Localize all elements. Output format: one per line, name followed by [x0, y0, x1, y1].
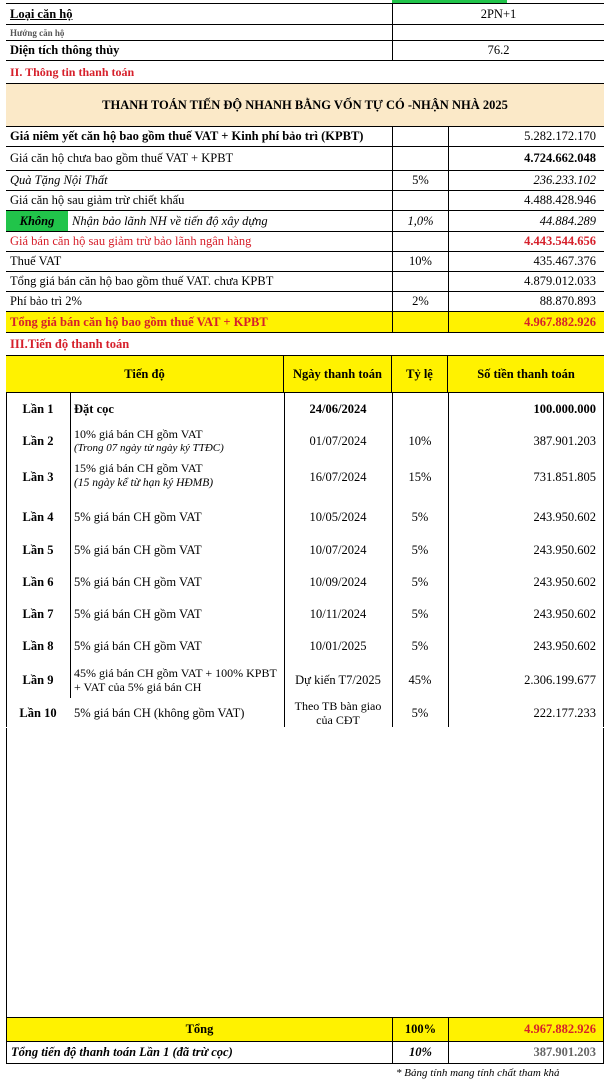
no-guarantee-chip: Không	[6, 211, 68, 231]
payment-banner	[6, 83, 604, 127]
pricing-label: Quà Tặng Nội Thất	[10, 173, 108, 187]
schedule-header	[6, 355, 604, 393]
pricing-label: Giá niêm yết căn hộ bao gồm thuế VAT + Kinh phí bảo trì (KPBT)	[10, 129, 364, 143]
installment-date: 24/06/2024	[309, 401, 367, 416]
installment-date: 01/07/2024	[309, 433, 367, 448]
installment-amount: 243.950.602	[533, 542, 596, 557]
installment-label: Lần 7	[22, 606, 54, 621]
installment-amount: 243.950.602	[533, 574, 596, 589]
installment-date: 10/01/2025	[309, 638, 367, 653]
pricing-value: 4.724.662.048	[448, 147, 604, 170]
installment-label: Lần 8	[22, 638, 54, 653]
banner-text: THANH TOÁN TIẾN ĐỘ NHANH BẰNG VỐN TỰ CÓ -NHẬN NHÀ 2025	[102, 97, 508, 112]
pricing-label: Nhận bảo lãnh NH về tiến độ xây dựng	[72, 213, 268, 228]
header-tien-do: Tiến độ	[6, 356, 284, 392]
total-amount: 4.967.882.926	[524, 1022, 596, 1036]
pricing-label: Phí bảo trì 2%	[10, 294, 82, 308]
pricing-row-4	[6, 191, 604, 211]
installment-rate: 5%	[411, 606, 429, 621]
empty-area	[6, 728, 604, 1017]
installment-date: Dự kiến T7/2025	[295, 672, 381, 687]
pricing-label: Tổng giá bán căn hộ bao gồm thuế VAT. chưa KPBT	[10, 274, 274, 288]
pricing-value: 236.233.102	[448, 171, 604, 190]
header-ty-le: Tỷ lệ	[392, 356, 448, 392]
pricing-value: 88.870.893	[448, 292, 604, 311]
section2-title-row	[6, 61, 604, 83]
area-label: Diện tích thông thủy	[10, 43, 120, 57]
installment-desc: 5% giá bán CH gồm VAT	[74, 509, 202, 524]
schedule-row	[6, 393, 604, 425]
installment-label: Lần 2	[22, 433, 54, 448]
installment-rate: 10%	[408, 433, 432, 448]
installment-desc: 10% giá bán CH gồm VAT	[74, 427, 203, 441]
schedule-row	[6, 566, 604, 598]
info-row-direction	[6, 25, 604, 41]
pricing-row-3	[6, 171, 604, 191]
type-value: 2PN+1	[392, 4, 604, 24]
schedule-row	[6, 534, 604, 566]
footnote: * Bảng tính mang tính chất tham khả	[396, 1066, 560, 1079]
direction-label: Hướng căn hộ	[10, 27, 65, 38]
installment-desc: 5% giá bán CH gồm VAT	[74, 606, 202, 621]
installment-desc: Đặt cọc	[74, 401, 114, 416]
pricing-value: 4.488.428.946	[448, 191, 604, 210]
header-ngay: Ngày thanh toán	[284, 356, 392, 392]
installment-rate: 5%	[411, 509, 429, 524]
installment-label: Lần 6	[22, 574, 54, 589]
header-so-tien: Số tiền thanh toán	[477, 366, 575, 381]
installment-desc: 5% giá bán CH gồm VAT	[74, 574, 202, 589]
installment-label: Lần 1	[22, 401, 54, 416]
schedule-row	[6, 598, 604, 630]
installment-date: 10/09/2024	[309, 574, 367, 589]
total-rate: 100%	[393, 1018, 449, 1041]
schedule-row	[6, 698, 604, 728]
pricing-pct: 10%	[392, 252, 448, 271]
pricing-label: Thuế VAT	[10, 254, 62, 268]
installment-date: 10/07/2024	[309, 542, 367, 557]
installment-rate: 5%	[411, 638, 429, 653]
pricing-row-8	[6, 272, 604, 292]
installment-label: Lần 9	[22, 672, 54, 687]
info-row-type	[6, 4, 604, 25]
pricing-row-2	[6, 147, 604, 171]
section3-title-row	[6, 333, 604, 355]
installment-desc: 15% giá bán CH gồm VAT	[74, 461, 203, 475]
price-sheet	[6, 0, 604, 1080]
pricing-label: Giá căn hộ sau giảm trừ chiết khấu	[10, 193, 185, 207]
total-row	[6, 1017, 604, 1042]
pricing-value: 4.879.012.033	[448, 272, 604, 291]
pricing-value: 4.443.544.656	[448, 232, 604, 251]
installment-desc: 5% giá bán CH gồm VAT	[74, 542, 202, 557]
schedule-row	[6, 630, 604, 662]
info-row-area	[6, 41, 604, 61]
installment-label: Lần 3	[22, 469, 54, 484]
pricing-value: 4.967.882.926	[448, 312, 604, 332]
footnote-row	[6, 1065, 604, 1080]
installment-desc-block	[74, 427, 284, 455]
installment-amount: 731.851.805	[533, 469, 596, 484]
pricing-pct: 5%	[392, 171, 448, 190]
installment-desc-block	[74, 461, 284, 491]
installment-note: (15 ngày kể từ hạn ký HĐMB)	[74, 477, 214, 489]
installment-rate: 45%	[408, 672, 432, 687]
installment-label: Lần 4	[22, 509, 54, 524]
installment-amount: 2.306.199.677	[524, 672, 596, 687]
installment-amount: 243.950.602	[533, 638, 596, 653]
installment-date: 16/07/2024	[309, 469, 367, 484]
installment-date: 10/11/2024	[309, 606, 367, 621]
pricing-row-9	[6, 292, 604, 312]
installment-rate: 5%	[411, 705, 429, 720]
pricing-row-total	[6, 312, 604, 333]
section2-title: II. Thông tin thanh toán	[10, 64, 135, 79]
installment-amount: 387.901.203	[533, 433, 596, 448]
pricing-pct: 2%	[392, 292, 448, 311]
schedule-row	[6, 457, 604, 497]
installment-date: 10/05/2024	[309, 509, 367, 524]
first-installment-row	[6, 1042, 604, 1064]
pricing-value: 5.282.172.170	[448, 127, 604, 146]
schedule-row	[6, 425, 604, 457]
pricing-label: Tổng giá bán căn hộ bao gồm thuế VAT + KPBT	[10, 314, 268, 329]
section3-title: III.Tiến độ thanh toán	[10, 336, 130, 351]
installment-amount: 243.950.602	[533, 509, 596, 524]
pricing-row-1	[6, 127, 604, 147]
area-value: 76.2	[392, 41, 604, 60]
total-label: Tổng	[7, 1018, 393, 1041]
installment-amount: 243.950.602	[533, 606, 596, 621]
schedule-row	[6, 502, 604, 532]
installment-label: Lần 10	[19, 705, 57, 720]
installment-date: Theo TB bàn giao của CĐT	[294, 699, 382, 727]
first-installment-amount: 387.901.203	[533, 1045, 596, 1059]
first-installment-label: Tổng tiến độ thanh toán Lần 1 (đã trừ cọc)	[11, 1042, 393, 1063]
installment-desc: 45% giá bán CH gồm VAT + 100% KPBT + VAT của 5% giá bán CH	[74, 666, 277, 694]
installment-rate: 5%	[411, 574, 429, 589]
installment-note: (Trong 07 ngày từ ngày ký TTĐC)	[74, 442, 224, 454]
first-installment-rate: 10%	[393, 1042, 449, 1063]
type-label: Loại căn hộ	[10, 6, 73, 21]
installment-label: Lần 5	[22, 542, 54, 557]
pricing-row-6	[6, 232, 604, 252]
schedule-row	[6, 662, 604, 698]
pricing-row-7	[6, 252, 604, 272]
pricing-pct: 1,0%	[392, 211, 448, 231]
pricing-value: 44.884.289	[448, 211, 604, 231]
pricing-row-5	[6, 211, 604, 232]
installment-desc: 5% giá bán CH (không gồm VAT)	[74, 705, 245, 720]
installment-rate: 5%	[411, 542, 429, 557]
installment-rate	[392, 393, 448, 425]
pricing-label: Giá bán căn hộ sau giảm trừ bảo lãnh ngân hàng	[10, 234, 252, 248]
pricing-label: Giá căn hộ chưa bao gồm thuế VAT + KPBT	[10, 151, 234, 165]
installment-amount: 222.177.233	[533, 705, 596, 720]
installment-desc: 5% giá bán CH gồm VAT	[74, 638, 202, 653]
installment-amount: 100.000.000	[533, 401, 596, 416]
installment-rate: 15%	[408, 469, 432, 484]
pricing-value: 435.467.376	[448, 252, 604, 271]
